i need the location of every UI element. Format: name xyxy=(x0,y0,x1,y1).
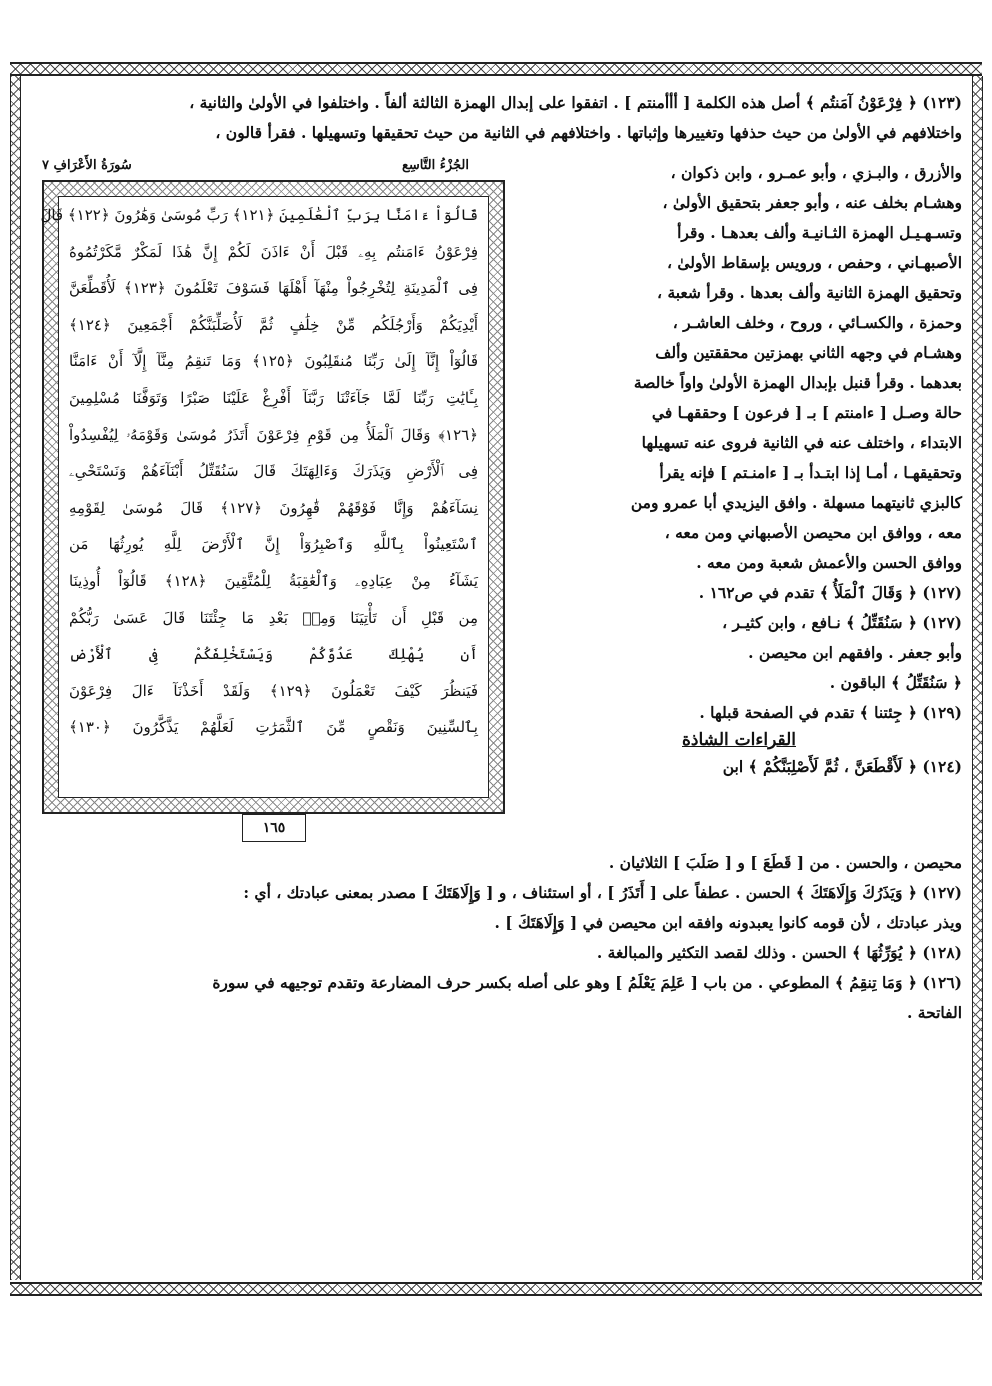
quran-line: قَالُوٓاْ إِنَّآ إِلَىٰ رَبِّنَا مُنقَلِبُونَ ﴿١٢٥﴾ وَمَا تَنقِمُ مِنَّآ إِلَّآ أَنْ ءَامَنَّا xyxy=(69,352,478,371)
quran-line: أَن يُهْلِكَ عَدُوَّكُمْ وَيَسْتَخْلِفَكُمْ فِى ٱلْأَرْضِ xyxy=(69,645,478,664)
commentary-line: بعدهما . وقرأ قنبل بإبدال الهمزة الأولىٰ واواً خالصة xyxy=(633,373,962,392)
commentary-line: وتسـهـيـل الهمزة الثـانيـة وألف بعدهـا . وقرأ xyxy=(677,223,962,242)
commentary-right-column xyxy=(516,158,962,782)
quran-line: بِـَٔايَٰتِ رَبِّنَا لَمَّا جَآءَتْنَا رَبَّنَآ أَفْرِغْ عَلَيْنَا صَبْرًا وَتَوَفَّنَا مُسْلِمِينَ xyxy=(69,388,478,407)
page-border-top xyxy=(10,62,982,76)
quran-line: بِٱلسِّنِينَ وَنَقْصٍ مِّنَ ٱلثَّمَرَٰتِ لَعَلَّهُمْ يَذَّكَّرُونَ ﴿١٣٠﴾ xyxy=(69,718,478,737)
commentary-line: ووافق الحسن والأعمش شعبة ومن معه . xyxy=(696,553,962,572)
mushaf-page-number: ١٦٥ xyxy=(242,814,306,842)
commentary-line: الأصبهـاني ، وحفص ، ورويس بإسقاط الأولىٰ ، xyxy=(666,253,962,272)
page-border-bottom xyxy=(10,1282,982,1296)
page-border-right xyxy=(972,76,983,1280)
juz-label: الجُزْءُ التَّاسِع xyxy=(401,158,469,173)
commentary-line: وتحقيق الهمزة الثانية وألف بعدها . وقرأ شعبة ، xyxy=(657,283,962,302)
commentary-line: الفاتحة . xyxy=(906,1003,962,1022)
commentary-line: (١٢٧) ﴿ وَقَالَ ٱلْمَلَأُ ﴾ تقدم في ص١٦٢ . xyxy=(698,583,962,602)
commentary-line: (١٢٧) ﴿ وَيَذَرُكَ وَإِلَاهَتَكَ ﴾ الحسن . عطفاً على [ أَتَذَرُ ] ، أو استئناف ، و [ وَإِلَاهَتَكَ ] مصدر بمعنى عبادتك ، أي : xyxy=(243,883,962,902)
commentary-top xyxy=(36,88,962,148)
quran-line: قَالُوٓاْ ءَامَنَّا بِرَبِّ ٱلْعَٰلَمِينَ ﴿١٢١﴾ رَبِّ مُوسَىٰ وَهَٰرُونَ ﴿١٢٢﴾ قَالَ xyxy=(40,206,478,224)
mushaf-page xyxy=(42,158,507,848)
mushaf-decorative-frame xyxy=(42,180,505,814)
section-title: القراءات الشاذة xyxy=(682,730,796,750)
quran-line: أَيْدِيَكُمْ وَأَرْجُلَكُم مِّنْ خِلَٰفٍ ثُمَّ لَأُصَلِّبَنَّكُمْ أَجْمَعِينَ ﴿١٢٤﴾ xyxy=(69,315,478,334)
surah-label: سُورَةُ الأَعْرَافِ ٧ xyxy=(42,158,132,173)
quran-line: فِرْعَوْنُ ءَامَنتُم بِهِۦ قَبْلَ أَنْ ءَاذَنَ لَكُمْ إِنَّ هَٰذَا لَمَكْرٌ مَّكَرْتُمُوهُ xyxy=(69,242,478,261)
commentary-line: (١٢٩) ﴿ جِئتنا ﴾ تقدم في الصفحة قبلها . xyxy=(699,703,962,722)
commentary-line: محيصن ، والحسن . من [ قَطَعَ ] و [ صَلَبَ ] الثلاثيان . xyxy=(608,853,962,872)
commentary-line: الابتداء ، واختلف عنه في الثانية فروى عنه تسهيلها xyxy=(641,433,962,452)
quran-line: نِسَآءَهُمْ وَإِنَّا فَوْقَهُمْ قَٰهِرُونَ ﴿١٢٧﴾ قَالَ مُوسَىٰ لِقَوْمِهِ xyxy=(69,498,478,517)
commentary-line: ﴿ سَنُقَتِّلُ ﴾ الباقون . xyxy=(829,673,962,692)
quran-line: ﴿١٢٦﴾ وَقَالَ ٱلْمَلَأُ مِن قَوْمِ فِرْعَوْنَ أَتَذَرُ مُوسَىٰ وَقَوْمَهُۥ لِيُفْسِدُواْ xyxy=(69,425,478,444)
quran-line: يَشَآءُ مِنْ عِبَادِهِۦ وَٱلْعَٰقِبَةُ لِلْمُتَّقِينَ ﴿١٢٨﴾ قَالُوٓاْ أُوذِينَا xyxy=(69,571,478,590)
quran-line: فَيَنظُرَ كَيْفَ تَعْمَلُونَ ﴿١٢٩﴾ وَلَقَدْ أَخَذْنَآ ءَالَ فِرْعَوْنَ xyxy=(69,681,479,700)
commentary-line: (١٢٤) ﴿ لَأَقْطَعَنَّ ، ثُمَّ لَأَصْلِبَنَّكُمْ ﴾ ابن xyxy=(722,757,962,776)
commentary-line: (١٢٧) ﴿ سَنُقَتِّلُ ﴾ نـافع ، وابن كثيـر ، xyxy=(722,613,962,632)
commentary-line: ويذر عبادتك ، لأن قومه كانوا يعبدونه وافقه ابن محيصن في [ وَإِلَاهَتَكَ ] . xyxy=(494,913,962,932)
commentary-line: والأزرق ، والبـزي ، وأبو عمـرو ، وابن ذكوان ، xyxy=(670,163,962,182)
commentary-line: وهشـام بخلف عنه ، وأبو جعفر بتحقيق الأولىٰ ، xyxy=(662,193,962,212)
commentary-line: (١٢٣) ﴿ فِرْعَوْنُ آمَنتُم ﴾ أصل هذه الكلمة [ أأأمنتم ] . اتفقوا على إبدال الهمزة الثالثة ألفاً . واختلفوا في الأولىٰ والثانية ، xyxy=(189,93,962,112)
commentary-line: (١٢٦) ﴿ وَمَا تِنقِمُ ﴾ المطوعي . من باب [ عَلِمَ يَعْلَمُ ] وهو على أصله بكسر حرف المضارعة وتقدم توجيهه في سورة xyxy=(212,973,962,992)
page-border-left xyxy=(10,76,21,1280)
commentary-line: وهشـام في وجهه الثاني بهمزتين محققتين وألف xyxy=(655,343,962,362)
mushaf-header xyxy=(42,158,507,180)
commentary-bottom xyxy=(36,848,962,1028)
quran-text-area xyxy=(40,196,489,798)
commentary-line: وتحقيقهـا ، أمـا إذا ابتـدأ بـ [ ءامنـتم ] فإنه يقرأ xyxy=(659,463,962,482)
commentary-line: وحمزة ، والكسـائي ، وروح ، وخلف العاشـر ، xyxy=(672,313,962,332)
commentary-line: كالبزي ثانيتهما مسهلة . وافق اليزيدي أبا عمرو ومن xyxy=(630,493,962,512)
quran-line: فِى ٱلْأَرْضِ وَيَذَرَكَ وَءَالِهَتَكَ قَالَ سَنُقَتِّلُ أَبْنَآءَهُمْ وَنَسْتَحْىِۦ xyxy=(69,462,478,481)
quran-line: فِى ٱلْمَدِينَةِ لِتُخْرِجُواْ مِنْهَآ أَهْلَهَا فَسَوْفَ تَعْلَمُونَ ﴿١٢٣﴾ لَأُقَطِّعَنَّ xyxy=(69,279,479,298)
commentary-line: معه ، ووافق ابن محيصن الأصبهاني ومن معه ، xyxy=(664,523,962,542)
commentary-line: (١٢٨) ﴿ يُوَرِّثُهَا ﴾ الحسن . وذلك لقصد التكثير والمبالغة . xyxy=(596,943,962,962)
commentary-line: واختلافهم في الأولىٰ من حيث حذفها وتغييرها وإثباتها . واختلافهم في الثانية من حيث تحقيقها وتسهيلها . فقرأ قالون ، xyxy=(215,123,962,142)
quran-line: مِن قَبْلِ أَن تَأْتِيَنَا وَمِنۢ بَعْدِ مَا جِئْتَنَا قَالَ عَسَىٰ رَبُّكُمْ xyxy=(69,608,478,627)
commentary-line: وأبو جعفر . وافقهم ابن محيصن . xyxy=(748,643,962,662)
quran-line: ٱسْتَعِينُواْ بِٱللَّهِ وَٱصْبِرُوٓاْ إِنَّ ٱلْأَرْضَ لِلَّهِ يُورِثُهَا مَن xyxy=(69,535,478,554)
commentary-line: حالة وصـل [ ءامنتم ] بـ [ فرعون ] وحققهـا في xyxy=(651,403,962,422)
